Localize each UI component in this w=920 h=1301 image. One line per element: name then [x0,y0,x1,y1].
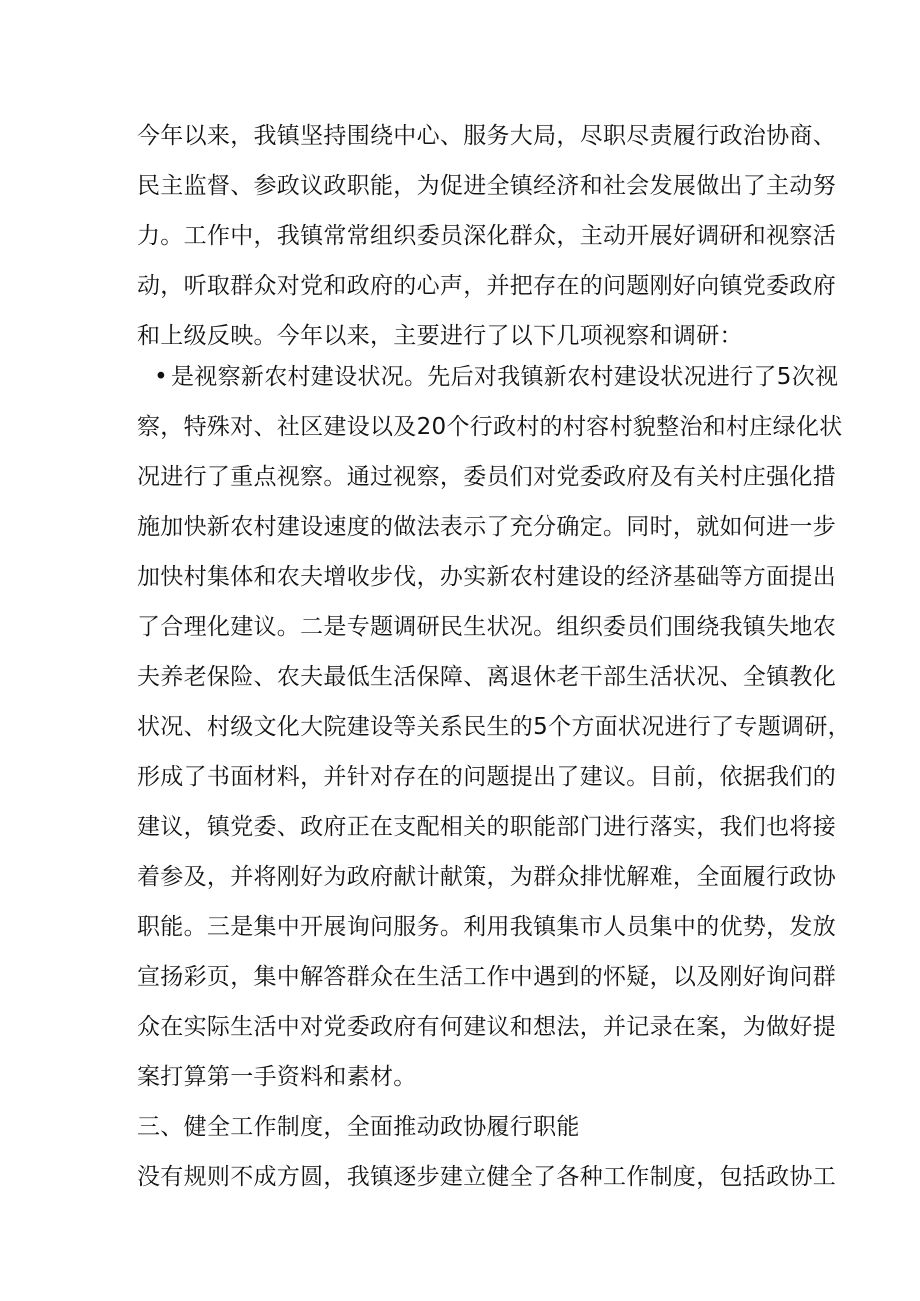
text-line: 状况、村级文化大院建设等关系民生的5个方面状况进行了专题调研， [137,714,851,740]
text-line: 夫养老保险、农夫最低生活保障、离退休老干部生活状况、全镇教化 [137,664,836,690]
text-line [153,358,838,391]
text-line: 没有规则不成方圆，我镇逐步建立健全了各种工作制度，包括政协工 [137,1164,836,1190]
text-line: 职能。三是集中开展询问服务。利用我镇集市人员集中的优势，发放 [137,914,836,940]
text-line: 案打算第一手资料和素材。 [137,1064,417,1090]
bullet-line-text: 是视察新农村建设状况。先后对我镇新农村建设状况进行了5次视 [171,364,839,390]
text-line: 了合理化建议。二是专题调研民生状况。组织委员们围绕我镇失地农 [137,614,836,640]
text-line: 建议，镇党委、政府正在支配相关的职能部门进行落实，我们也将接 [137,814,836,840]
text-line: 施加快新农村建设速度的做法表示了充分确定。同时，就如何进一步 [137,514,836,540]
text-line: 动，听取群众对党和政府的心声，并把存在的问题刚好向镇党委政府 [137,273,836,299]
text-line: 今年以来，我镇坚持围绕中心、服务大局，尽职尽责履行政治协商、 [137,123,836,149]
text-line: 众在实际生活中对党委政府有何建议和想法，并记录在案，为做好提 [137,1014,836,1040]
text-line: 形成了书面材料，并针对存在的问题提出了建议。目前，依据我们的 [137,764,836,790]
text-line: 着参及，并将刚好为政府献计献策，为群众排忧解难，全面履行政协 [137,864,836,890]
text-line: 察，特殊对、社区建设以及20个行政村的村容村貌整治和村庄绿化状 [137,414,843,440]
text-line: 力。工作中，我镇常常组织委员深化群众，主动开展好调研和视察活 [137,223,836,249]
text-line: 宣扬彩页，集中解答群众在生活工作中遇到的怀疑，以及刚好询问群 [137,964,836,990]
text-line: 加快村集体和农夫增收步伐，办实新农村建设的经济基础等方面提出 [137,564,836,590]
section-heading: 三、健全工作制度，全面推动政协履行职能 [137,1114,580,1140]
bullet-icon: • [154,364,168,390]
text-line: 和上级反映。今年以来，主要进行了以下几项视察和调研： [137,323,743,349]
text-line: 况进行了重点视察。通过视察，委员们对党委政府及有关村庄强化措 [137,464,836,490]
text-line: 民主监督、参政议政职能，为促进全镇经济和社会发展做出了主动努 [137,173,836,199]
